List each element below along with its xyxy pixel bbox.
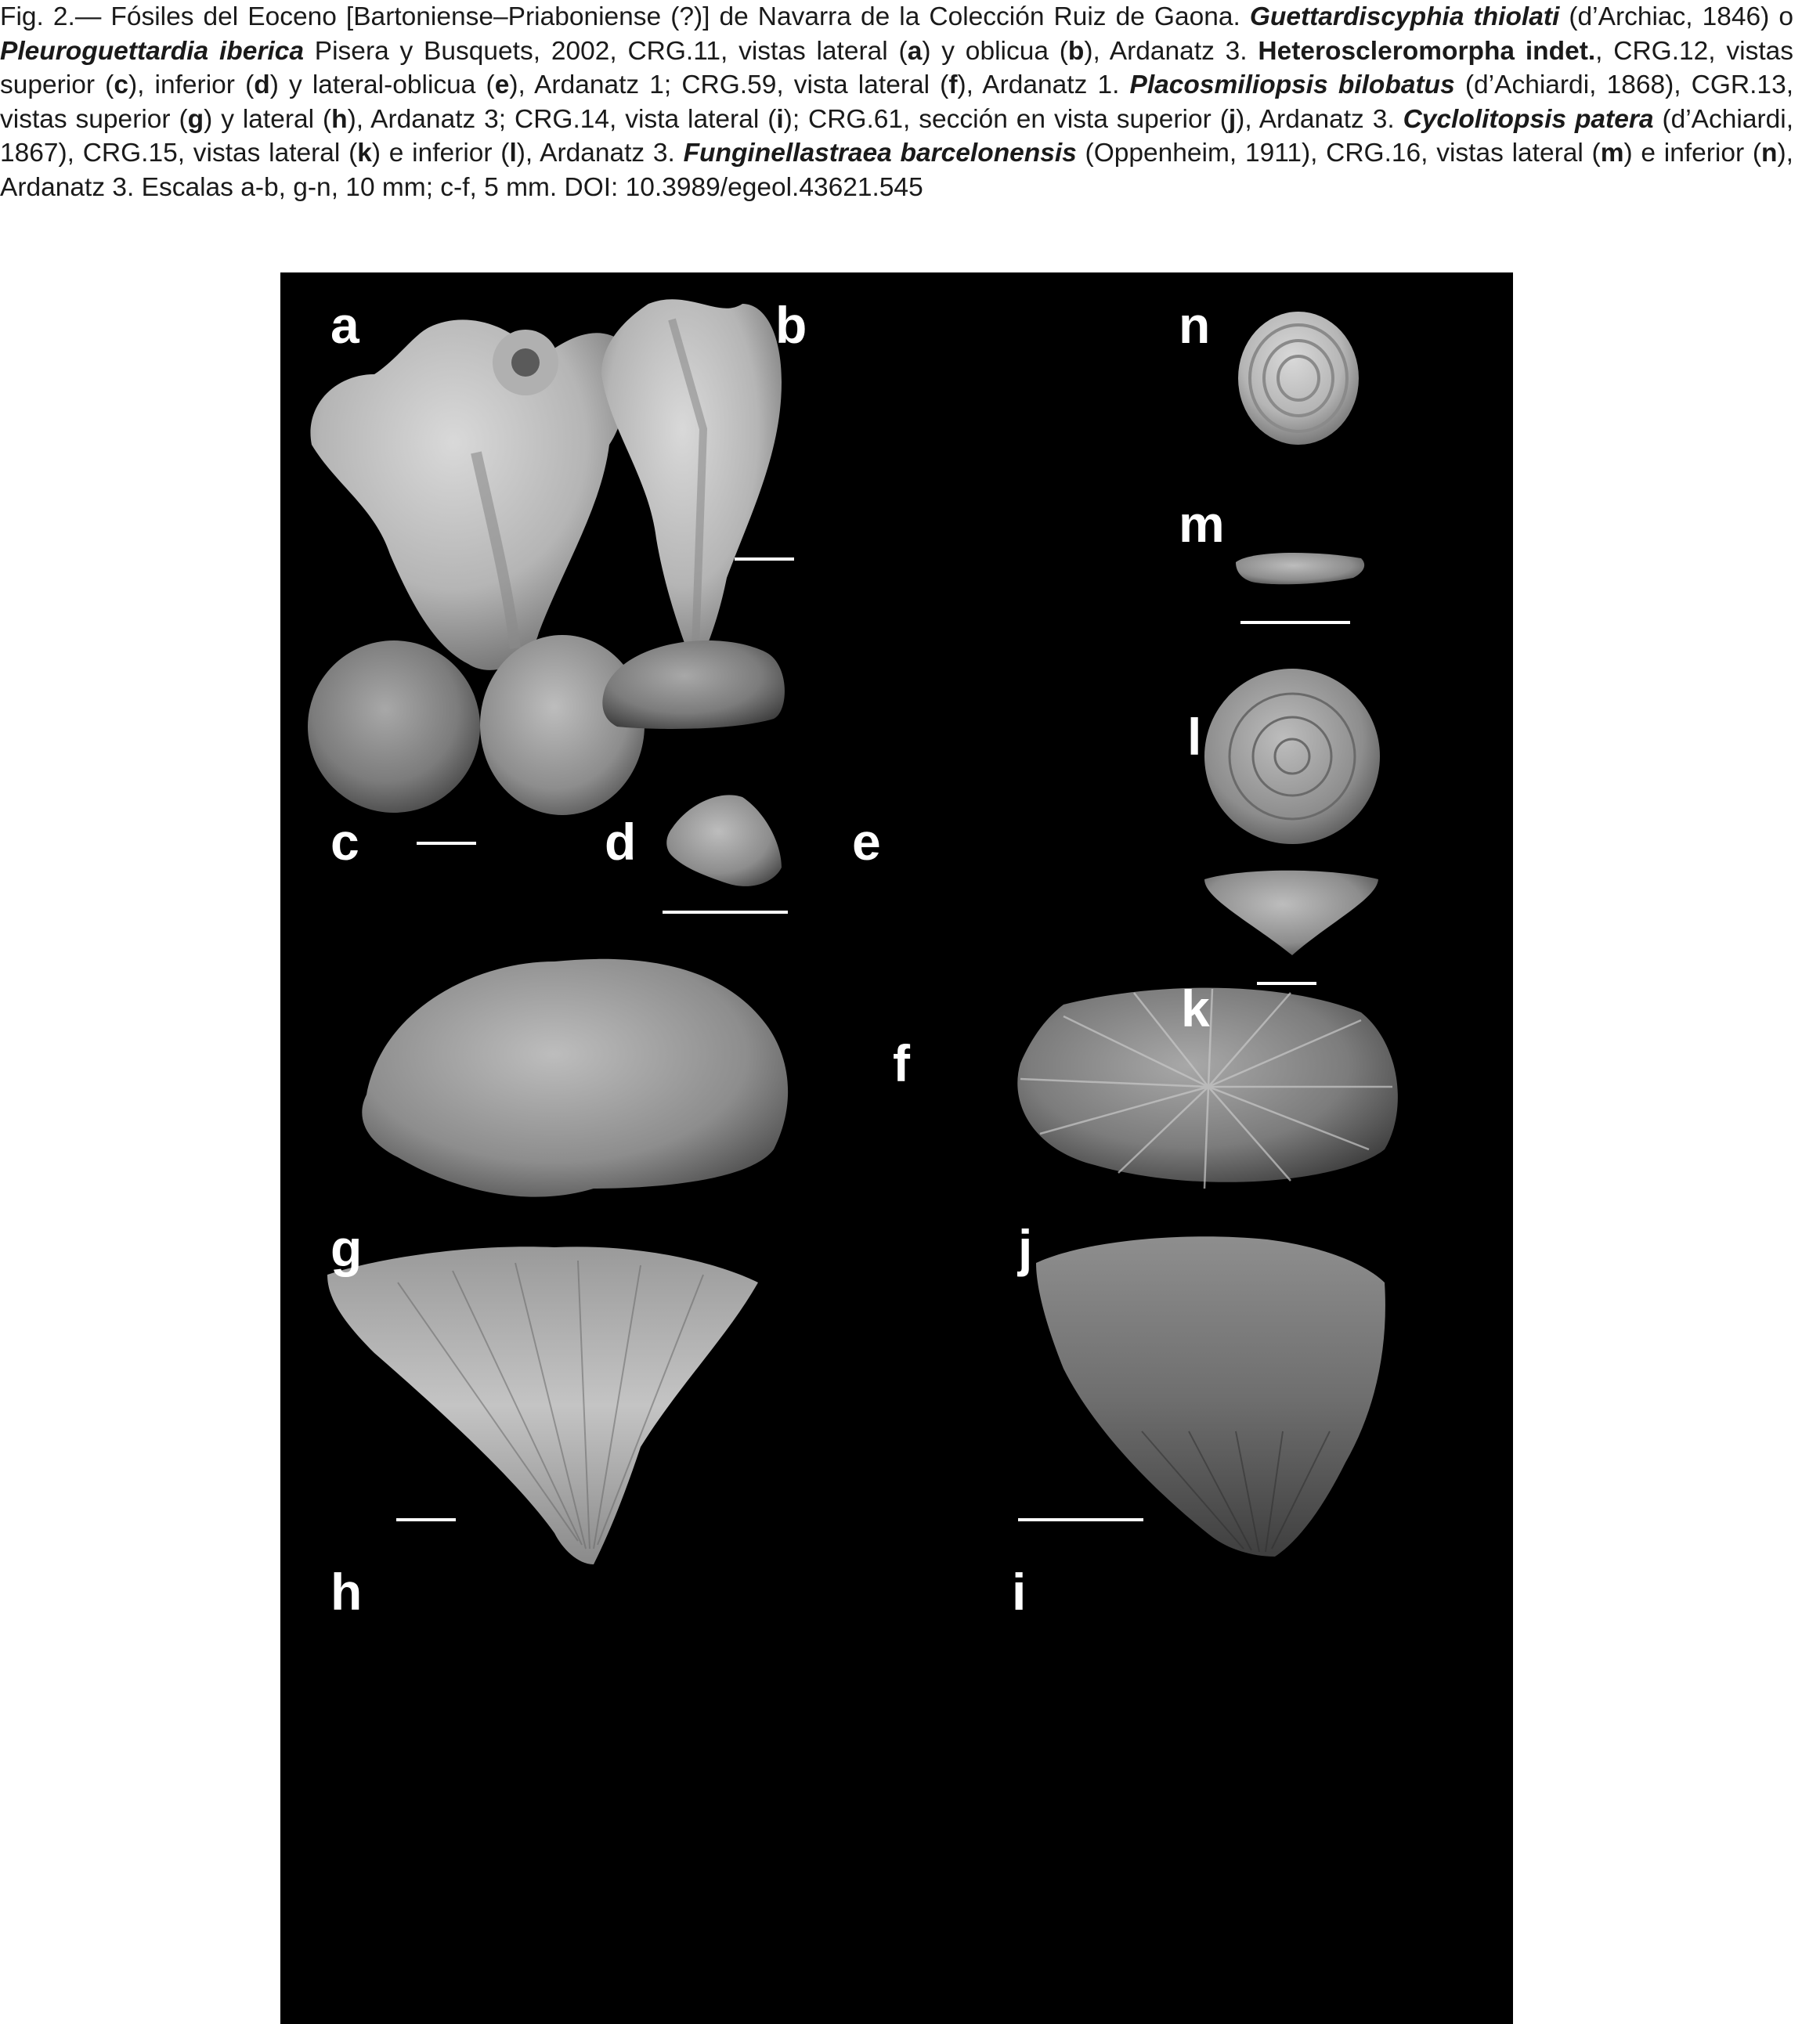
caption-text: ), Ardanatz 1. [957,70,1130,99]
specimen-h [327,1247,758,1564]
caption-text: ), Ardanatz 1; CRG.59, vista lateral ( [509,70,949,99]
specimen-c [308,640,480,813]
panel-label-a: a [330,296,359,354]
caption-bold: h [331,104,348,134]
fossil-plate [280,272,1513,2024]
panel-label-b: b [775,296,807,354]
scale-bar-e-f [663,911,788,914]
specimen-e [602,640,785,729]
panel-label-m: m [1179,495,1225,553]
specimen-f [666,795,782,886]
caption-bold: k [357,139,372,168]
caption-text: (d’Achiardi, 1867), CRG.15, vistas lateral ( [0,104,1794,168]
caption-taxon: Placosmiliopsis bilobatus [1129,70,1455,99]
caption-text: ), Ardanatz 3. [1084,36,1258,66]
panel-label-f: f [893,1034,910,1092]
caption-bold: d [254,70,270,99]
caption-text: ), Ardanatz 3. [1236,104,1403,134]
caption-taxon: Funginellastraea barcelonensis [683,139,1077,168]
scale-bar-g-h [396,1518,456,1521]
caption-bold: i [776,104,784,134]
caption-bold: j [1228,104,1237,134]
caption-bold: g [187,104,204,134]
caption-text: (d’Archiac, 1846) o [1559,2,1793,31]
specimen-i [1036,1236,1385,1557]
scale-bar-a-b [735,557,794,561]
panel-label-h: h [330,1563,363,1621]
caption-text: ); CRG.61, sección en vista superior ( [783,104,1229,134]
caption-taxon: Pleuroguettardia iberica [0,36,304,66]
caption-text: ) e inferior ( [371,139,510,168]
caption-bold: n [1761,139,1778,168]
panel-label-l: l [1187,708,1202,766]
specimen-k [1204,871,1378,955]
specimen-g [362,959,788,1197]
caption-text: Fig. 2.— Fósiles del Eoceno [Bartoniense–Priaboniense (?)] de Navarra de la Colección Ruiz de Gaona. [0,2,1250,31]
caption-text: ), Ardanatz 3. [516,139,684,168]
caption-text: ), Ardanatz 3. Escalas a-b, g-n, 10 mm; c-f, 5 mm. DOI: 10.3989/egeol.43621.545 [0,139,1793,202]
scale-bar-m-n [1240,621,1350,624]
panel-label-j: j [1018,1219,1033,1277]
caption-taxon: Guettardiscyphia thiolati [1249,2,1560,31]
panel-label-k: k [1181,980,1210,1037]
caption-text: ) y oblicua ( [922,36,1068,66]
panel-label-e: e [852,813,881,871]
caption-text: ), inferior ( [128,70,255,99]
panel-label-g: g [330,1219,363,1277]
caption-text: , CRG.12, vistas superior ( [0,36,1794,99]
panel-label-n: n [1179,296,1211,354]
specimen-l [1204,669,1380,844]
caption-bold: a [907,36,923,66]
caption-text: ) y lateral ( [204,104,332,134]
specimen-n [1238,312,1359,445]
figure-caption [0,0,1793,204]
panel-label-c: c [330,813,359,871]
caption-bold: e [494,70,510,99]
caption-text: ) e inferior ( [1623,139,1762,168]
scale-bar-c-d [417,842,476,845]
caption-text: (Oppenheim, 1911), CRG.16, vistas lateral ( [1076,139,1601,168]
scale-bar-k-l [1257,982,1316,985]
caption-text: ) y lateral-oblicua ( [269,70,495,99]
plate-artwork [280,272,1513,2024]
caption-bold: Heteroscleromorpha indet. [1258,36,1596,66]
caption-taxon: Cyclolitopsis patera [1403,104,1654,134]
panel-label-d: d [605,813,637,871]
caption-text: (d’Achiardi, 1868), CGR.13, vistas superior ( [0,70,1794,134]
caption-bold: l [509,139,517,168]
scale-bar-i-j [1018,1518,1143,1521]
panel-label-i: i [1012,1563,1027,1621]
caption-text: Pisera y Busquets, 2002, CRG.11, vistas lateral ( [303,36,908,66]
caption-text: ), Ardanatz 3; CRG.14, vista lateral ( [347,104,777,134]
caption-bold: b [1067,36,1085,66]
specimen-a [310,319,627,670]
specimen-m [1236,553,1364,584]
caption-bold: m [1600,139,1624,168]
specimen-b [601,299,782,672]
caption-bold: c [114,70,128,99]
caption-bold: f [948,70,958,99]
